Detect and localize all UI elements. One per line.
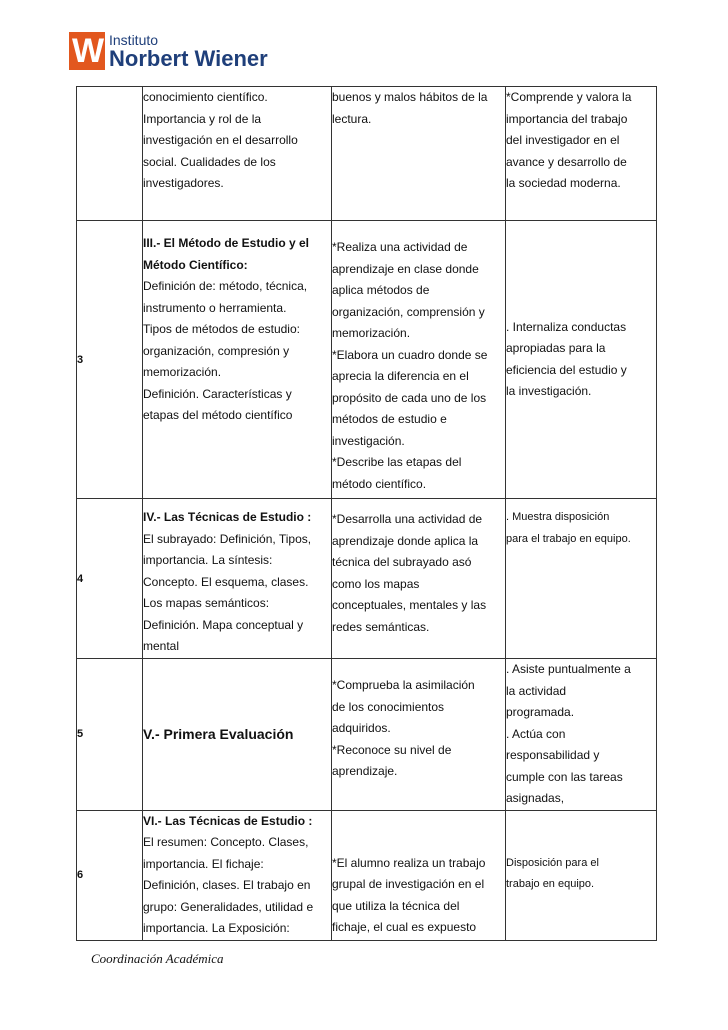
- content-line: social. Cualidades de los: [143, 154, 276, 169]
- attitude-line: avance y desarrollo de: [506, 154, 627, 169]
- content-title: IV.- Las Técnicas de Estudio :: [143, 510, 312, 524]
- attitude-line: apropiadas para la: [506, 341, 606, 355]
- content-line: Definición. Características y: [143, 386, 292, 401]
- activity-line: organización, comprensión y: [332, 304, 485, 319]
- content-line: Los mapas semánticos:: [143, 596, 270, 610]
- attitude-line: importancia del trabajo: [506, 111, 628, 126]
- table-row: [77, 810, 657, 940]
- activities-cell: [332, 499, 506, 659]
- institute-logo: [69, 31, 268, 71]
- activity-line: lectura.: [332, 111, 372, 126]
- content-line: El subrayado: Definición, Tipos,: [143, 531, 312, 546]
- activity-line: buenos y malos hábitos de la: [332, 90, 488, 104]
- syllabus-table: [76, 86, 657, 941]
- activity-line: *Comprueba la asimilación: [332, 678, 475, 692]
- attitude-line: . Muestra disposición: [506, 511, 610, 523]
- activity-line: *Realiza una actividad de: [332, 240, 468, 254]
- activity-line: conceptuales, mentales y las: [332, 598, 487, 612]
- table-row: [77, 499, 657, 659]
- attitude-line: . Actúa con: [506, 726, 566, 741]
- logo-mark: W: [69, 32, 105, 70]
- content-line: Definición. Mapa conceptual y: [143, 617, 304, 632]
- attitude-line: la investigación.: [506, 384, 592, 398]
- activity-line: aplica métodos de: [332, 283, 430, 297]
- activity-line: *Reconoce su nivel de: [332, 742, 452, 757]
- activity-line: adquiridos.: [332, 721, 391, 735]
- content-line: importancia. La Exposición:: [143, 921, 290, 935]
- content-line: Concepto. El esquema, clases.: [143, 574, 309, 589]
- content-line: investigación en el desarrollo: [143, 133, 298, 147]
- content-line: memorización.: [143, 365, 222, 379]
- attitude-line: asignadas,: [506, 791, 565, 805]
- attitude-line: cumple con las tareas: [506, 769, 623, 784]
- attitude-line: trabajo en equipo.: [506, 878, 595, 890]
- activity-line: aprendizaje en clase donde: [332, 261, 479, 276]
- content-line: investigadores.: [143, 176, 224, 190]
- content-line: importancia. La síntesis:: [143, 553, 273, 567]
- page-footer: Coordinación Académica: [91, 951, 224, 966]
- activity-line: técnica del subrayado asó: [332, 555, 472, 569]
- attitude-line: la sociedad moderna.: [506, 176, 621, 190]
- attitude-line: responsabilidad y: [506, 748, 600, 762]
- logo-text: [109, 33, 268, 70]
- activity-line: memorización.: [332, 326, 411, 340]
- attitudes-cell: [506, 499, 657, 659]
- content-cell: [143, 499, 332, 659]
- row-number: 4: [77, 499, 143, 659]
- content-cell: [143, 810, 332, 940]
- content-title: Método Científico:: [143, 257, 248, 272]
- activity-line: redes semánticas.: [332, 619, 430, 634]
- attitudes-cell: [506, 221, 657, 499]
- table-row: [77, 659, 657, 811]
- attitude-line: programada.: [506, 705, 575, 719]
- activity-line: que utiliza la técnica del: [332, 898, 460, 913]
- activity-line: investigación.: [332, 433, 405, 448]
- activities-cell: [332, 810, 506, 940]
- activity-line: aprendizaje donde aplica la: [332, 533, 479, 548]
- content-line: conocimiento científico.: [143, 90, 268, 104]
- content-line: grupo: Generalidades, utilidad e: [143, 899, 314, 914]
- activity-line: métodos de estudio e: [332, 412, 447, 426]
- activities-cell: [332, 87, 506, 221]
- content-cell: [143, 87, 332, 221]
- activity-line: *Describe las etapas del: [332, 455, 462, 469]
- content-line: Importancia y rol de la: [143, 111, 262, 126]
- content-line: importancia. El fichaje:: [143, 856, 264, 871]
- activity-line: propósito de cada uno de los: [332, 390, 487, 405]
- activities-cell: [332, 221, 506, 499]
- attitude-line: Disposición para el: [506, 856, 599, 869]
- table-row: [77, 221, 657, 499]
- content-line: mental: [143, 639, 180, 653]
- attitudes-cell: [506, 87, 657, 221]
- content-line: Definición de: método, técnica,: [143, 279, 308, 293]
- activity-line: aprecia la diferencia en el: [332, 369, 469, 383]
- content-cell: [143, 659, 332, 811]
- content-title: III.- El Método de Estudio y el: [143, 236, 310, 250]
- attitudes-cell: [506, 810, 657, 940]
- activity-line: grupal de investigación en el: [332, 877, 485, 891]
- logo-line-2: Norbert Wiener: [109, 45, 268, 71]
- row-number: 6: [77, 810, 143, 940]
- attitude-line: para el trabajo en equipo.: [506, 532, 631, 545]
- attitude-line: la actividad: [506, 683, 567, 698]
- evaluation-title: V.- Primera Evaluación: [143, 725, 294, 742]
- content-line: organización, compresión y: [143, 343, 290, 358]
- attitude-line: eficiencia del estudio y: [506, 362, 627, 377]
- attitude-line: *Comprende y valora la: [506, 90, 632, 104]
- activity-line: fichaje, el cual es expuesto: [332, 920, 477, 934]
- activity-line: *El alumno realiza un trabajo: [332, 855, 486, 870]
- activity-line: de los conocimientos: [332, 699, 445, 714]
- content-cell: [143, 221, 332, 499]
- content-title: VI.- Las Técnicas de Estudio :: [143, 813, 313, 828]
- attitudes-cell: [506, 659, 657, 811]
- activity-line: como los mapas: [332, 576, 420, 591]
- attitude-line: . Asiste puntualmente a: [506, 662, 631, 676]
- activity-line: *Desarrolla una actividad de: [332, 512, 483, 526]
- row-number: [77, 87, 143, 221]
- content-line: Tipos de métodos de estudio:: [143, 322, 300, 336]
- activities-cell: [332, 659, 506, 811]
- row-number: 3: [77, 221, 143, 499]
- content-line: instrumento o herramienta.: [143, 300, 287, 315]
- content-line: etapas del método científico: [143, 408, 293, 422]
- row-number: 5: [77, 659, 143, 811]
- activity-line: método científico.: [332, 476, 427, 491]
- attitude-line: del investigador en el: [506, 133, 620, 147]
- table-row: [77, 87, 657, 221]
- content-line: El resumen: Concepto. Clases,: [143, 835, 309, 849]
- logo-line-1: Instituto: [109, 31, 159, 48]
- activity-line: aprendizaje.: [332, 764, 398, 778]
- activity-line: *Elabora un cuadro donde se: [332, 347, 488, 362]
- content-line: Definición, clases. El trabajo en: [143, 878, 311, 892]
- attitude-line: . Internaliza conductas: [506, 319, 627, 334]
